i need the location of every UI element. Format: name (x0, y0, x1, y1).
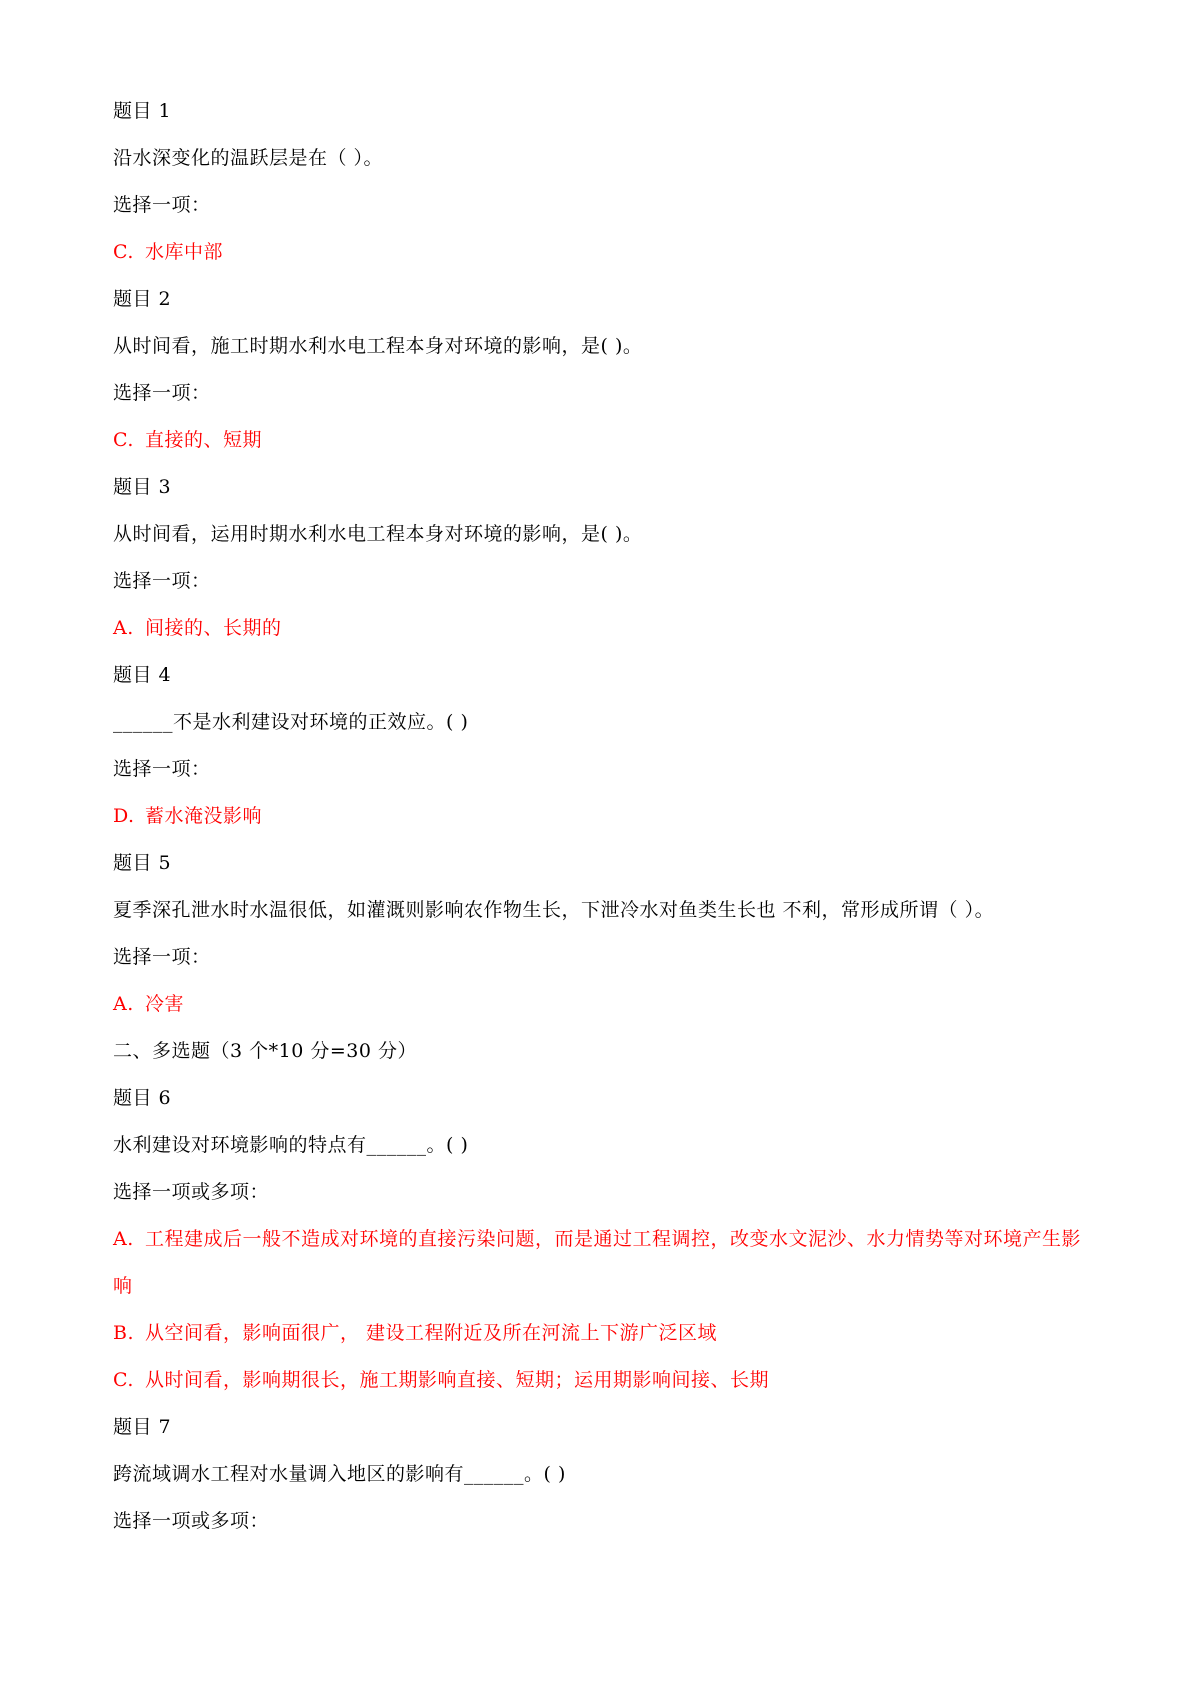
section-heading: 二、多选题（3 个*10 分=30 分） (113, 1040, 417, 1062)
question-title: 题目 6 (113, 1087, 172, 1109)
question-stem: ______不是水利建设对环境的正效应。( ) (113, 711, 469, 733)
question-stem: 从时间看，施工时期水利水电工程本身对环境的影响，是( )。 (113, 335, 643, 357)
question-instruction: 选择一项： (113, 194, 211, 216)
question-instruction: 选择一项： (113, 758, 211, 780)
answer-option (113, 981, 1093, 1028)
answer-text: 直接的、短期 (145, 429, 263, 451)
answer-letter: B. (113, 1322, 135, 1344)
answer-option (113, 1216, 1093, 1310)
question-instruction: 选择一项： (113, 382, 211, 404)
question-instruction: 选择一项： (113, 570, 211, 592)
answer-letter: A. (113, 1228, 134, 1250)
answer-letter: C. (113, 429, 134, 451)
question-title: 题目 1 (113, 100, 172, 122)
question-stem: 跨流域调水工程对水量调入地区的影响有______。( ) (113, 1463, 566, 1485)
question-instruction: 选择一项： (113, 946, 211, 968)
answer-letter: C. (113, 1369, 134, 1391)
question-instruction: 选择一项或多项： (113, 1510, 270, 1532)
answer-option (113, 417, 1093, 464)
answer-letter: A. (113, 993, 134, 1015)
answer-letter: A. (113, 617, 134, 639)
answer-option (113, 1310, 1093, 1357)
answer-option (113, 1357, 1093, 1404)
answer-text: 间接的、长期的 (145, 617, 282, 639)
document-page (113, 88, 1093, 1545)
question-title: 题目 4 (113, 664, 172, 686)
answer-text: 蓄水淹没影响 (145, 805, 263, 827)
question-title: 题目 2 (113, 288, 172, 310)
question-title: 题目 3 (113, 476, 172, 498)
question-instruction: 选择一项或多项： (113, 1181, 270, 1203)
answer-option (113, 793, 1093, 840)
answer-text: 冷害 (145, 993, 185, 1015)
answer-text: 从时间看，影响期很长，施工期影响直接、短期；运用期影响间接、长期 (145, 1369, 770, 1391)
answer-text: 工程建成后一般不造成对环境的直接污染问题，而是通过工程调控，改变水文泥沙、水力情势等对环境产生影响 (113, 1228, 1082, 1297)
question-title: 题目 7 (113, 1416, 172, 1438)
answer-letter: C. (113, 241, 134, 263)
answer-option (113, 605, 1093, 652)
question-stem: 沿水深变化的温跃层是在（ ）。 (113, 147, 384, 169)
answer-text: 从空间看，影响面很广， 建设工程附近及所在河流上下游广泛区域 (145, 1322, 718, 1344)
question-stem: 夏季深孔泄水时水温很低，如灌溉则影响农作物生长，下泄冷水对鱼类生长也 不利，常形成所谓（ ）。 (113, 899, 995, 921)
question-title: 题目 5 (113, 852, 172, 874)
question-stem: 从时间看，运用时期水利水电工程本身对环境的影响，是( )。 (113, 523, 643, 545)
answer-option (113, 229, 1093, 276)
answer-letter: D. (113, 805, 135, 827)
question-stem: 水利建设对环境影响的特点有______。( ) (113, 1134, 469, 1156)
answer-text: 水库中部 (145, 241, 224, 263)
